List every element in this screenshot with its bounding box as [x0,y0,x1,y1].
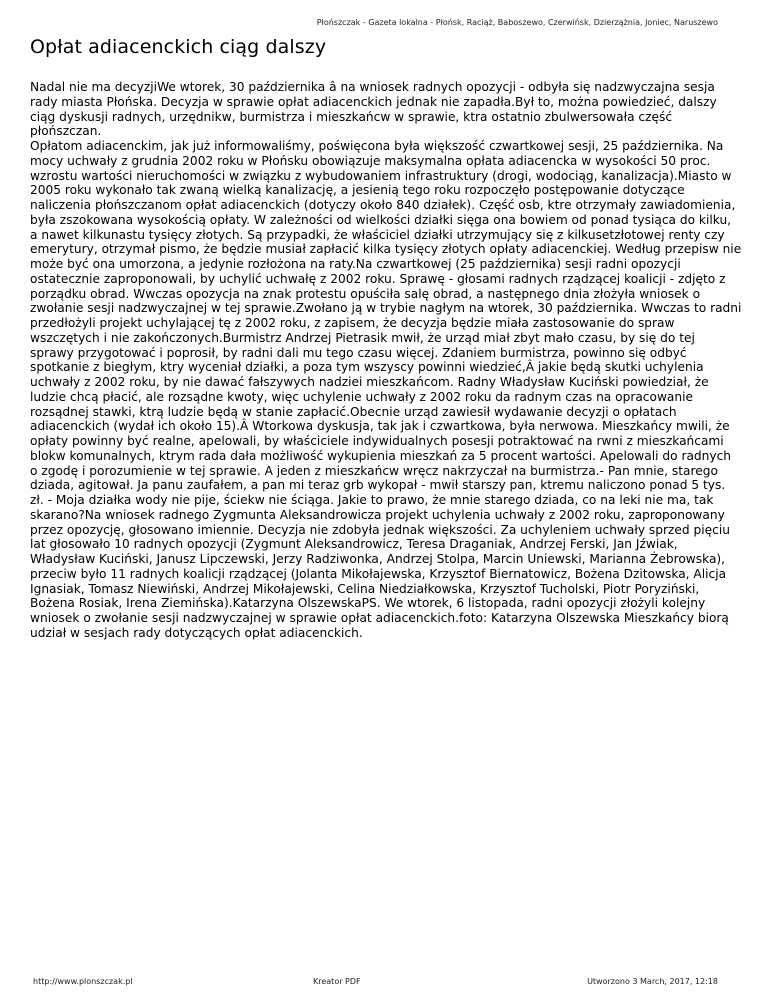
site-header-line: Płońszczak - Gazeta lokalna - Płońsk, Raciąż, Baboszewo, Czerwińsk, Dzierzążnia, Joniec, Naruszewo [316,18,718,27]
footer-created-date: Utworzono 3 March, 2017, 12:18 [587,977,718,986]
footer-url: http://www.plonszczak.pl [33,977,133,986]
article-body: Nadal nie ma decyzjiWe wtorek, 30 października â na wniosek radnych opozycji - odbyła się nadzwyczajna sesja rady miasta Płońska. Decyzja w sprawie opłat adiacenckich jednak nie zapadła.Był to, można powiedzieć, dalszy ciąg dyskusji radnych, urzędnikw, burmistrza i mieszkańcw w sprawie, ktra ostatnio zbulwersowała część płońszczan. Opłatom adiacenckim, jak już informowaliśmy, poświęcona była większość czwartkowej sesji, 25 października. Na mocy uchwały z grudnia 2002 roku w Płońsku obowiązuje maksymalna opłata adiacencka w wysokości 50 proc. wzrostu wartości nieruchomości w związku z wybudowaniem infrastruktury (drogi, wodociąg, kanalizacja).Miasto w 2005 roku wykonało tak zwaną wielką kanalizację, a jesienią tego roku rozpoczęło postępowanie dotyczące naliczenia płońszczanom opłat adiacenckich (dotyczy około 840 działek). Część osb, ktre otrzymały zawiadomienia, była zszokowana wysokością opłaty. W zależności od wielkości działki sięga ona bowiem od ponad tysiąca do kilku, a nawet kilkunastu tysięcy złotych. Są przypadki, że właściciel działki utrzymujący się z kilkusetzłotowej renty czy emerytury, otrzymał pismo, że będzie musiał zapłacić kilka tysięcy złotych opłaty adiacenckiej. Według przepisw nie może być ona umorzona, a jedynie rozłożona na raty.Na czwartkowej (25 października) sesji radni opozycji ostatecznie zaproponowali, by uchylić uchwałę z 2002 roku. Sprawę - głosami radnych rządzącej koalicji - zdjęto z porządku obrad. Wwczas opozycja na znak protestu opuściła salę obrad, a następnego dnia złożyła wniosek o zwołanie sesji nadzwyczajnej w tej sprawie.Zwołano ją w trybie nagłym na wtorek, 30 października. Wwczas to radni przedłożyli projekt uchylającej tę z 2002 roku, z zapisem, że decyzja będzie miała zastosowanie do spraw wszczętych i nie zakończonych.Burmistrz Andrzej Pietrasik mwił, że urząd miał zbyt mało czasu, by się do tej sprawy przygotować i poprosił, by radni dali mu tego czasu więcej. Zdaniem burmistrza, powinno się odbyć spotkanie z biegłym, ktry wyceniał działki, a poza tym wszyscy powinni wiedzieć,Â jakie będą skutki uchylenia uchwały z 2002 roku, by nie dawać fałszywych nadziei mieszkańcom. Radny Władysław Kuciński powiedział, że ludzie chcą płacić, ale rozsądne kwoty, więc uchylenie uchwały z 2002 roku da radnym czas na opracowanie rozsądnej stawki, ktrą ludzie będą w stanie zapłacić.Obecnie urząd zawiesił wydawanie decyzji o opłatach adiacenckich (wydał ich około 15).Â Wtorkowa dyskusja, tak jak i czwartkowa, była nerwowa. Mieszkańcy mwili, że opłaty powinny być realne, apelowali, by właściciele indywidualnych posesji potraktować na rwni z mieszkańcami blokw komunalnych, ktrym rada dała możliwość wykupienia mieszkań za 5 procent wartości. Apelowali do radnych o zgodę i porozumienie w tej sprawie. A jeden z mieszkańcw wręcz nakrzyczał na burmistrza.- Pan mnie, starego dziada, agitował. Ja panu zaufałem, a pan mi teraz grb wykopał - mwił starszy pan, ktremu naliczono ponad 5 tys. zł. - Moja działka wody nie pije, ściekw nie ściąga. Jakie to prawo, że mnie starego dziada, co na leki nie ma, tak skarano?Na wniosek radnego Zygmunta Aleksandrowicza projekt uchylenia uchwały z 2002 roku, zaproponowany przez opozycję, głosowano imiennie. Decyzja nie zdobyła jednak większości. Za uchyleniem uchwały sprzed pięciu lat głosowało 10 radnych opozycji (Zygmunt Aleksandrowicz, Teresa Draganiak, Andrzej Ferski, Jan Jźwiak, Władysław Kuciński, Janusz Lipczewski, Jerzy Radziwonka, Andrzej Stolpa, Marcin Uniewski, Marianna Żebrowska), przeciw było 11 radnych koalicji rządzącej (Jolanta Mikołajewska, Krzysztof Biernatowicz, Bożena Dzitowska, Alicja Ignasiak, Tomasz Niewiński, Andrzej Mikołajewski, Celina Niedziałkowska, Krzysztof Tucholski, Piotr Poryziński, Bożena Rosiak, Irena Ziemińska).Katarzyna OlszewskaPS. We wtorek, 6 listopada, radni opozycji złożyli kolejny wniosek o zwołanie sesji nadzwyczajnej w sprawie opłat adiacenckich.foto: Katarzyna Olszewska Mieszkańcy biorą udział w sesjach rady dotyczących opłat adiacenckich. [30,80,742,640]
footer-creator: Kreator PDF [313,977,361,986]
article-title: Opłat adiacenckich ciąg dalszy [30,36,327,58]
